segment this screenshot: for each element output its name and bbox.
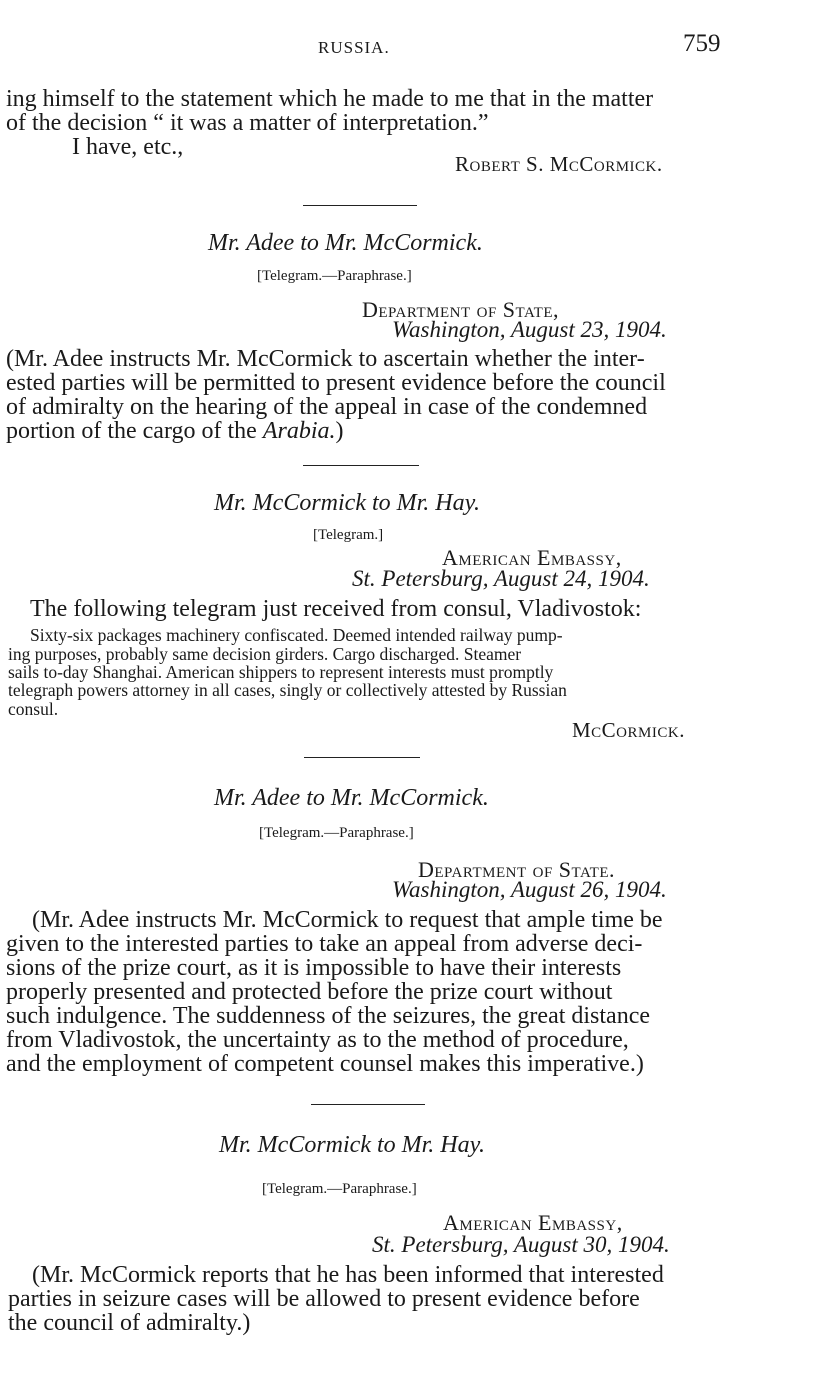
dateline-date: August 30, 1904. <box>513 1232 670 1257</box>
body-line: (Mr. McCormick reports that he has been informed that interested <box>32 1262 664 1288</box>
letter-sender: Department of State. <box>418 857 615 882</box>
body-line: from Vladivostok, the uncertainty as to the method of procedure, <box>6 1027 629 1053</box>
section-divider <box>303 205 417 206</box>
dateline-date: August 26, 1904. <box>510 877 667 902</box>
letter-dateline <box>372 1232 670 1258</box>
body-line: of the decision “ it was a matter of interpretation.” <box>6 110 489 136</box>
body-line: The following telegram just received from consul, Vladivostok: <box>30 596 642 622</box>
quoted-line: telegraph powers attorney in all cases, singly or collectively attested by Russian <box>8 680 567 700</box>
body-line: sions of the prize court, as it is impossible to have their interests <box>6 955 622 981</box>
dateline-place: Washington, <box>392 317 506 342</box>
letter-dateline <box>392 877 667 903</box>
section-divider <box>304 757 420 758</box>
quoted-line: consul. <box>8 699 59 719</box>
signature: McCormick. <box>572 718 685 742</box>
dateline-place: St. Petersburg, <box>352 566 489 591</box>
body-line: (Mr. Adee instructs Mr. McCormick to ascertain whether the inter- <box>6 346 645 372</box>
body-line: (Mr. Adee instructs Mr. McCormick to request that ample time be <box>32 907 663 933</box>
page-number: 759 <box>683 30 721 57</box>
letter-note: [Telegram.—Paraphrase.] <box>262 1181 417 1197</box>
body-line: of admiralty on the hearing of the appeal in case of the condemned <box>6 394 648 420</box>
letter-sender: American Embassy, <box>442 545 622 570</box>
letter-dateline <box>352 566 650 592</box>
body-line: portion of the cargo of the Arabia.) <box>6 418 344 444</box>
body-line: given to the interested parties to take an appeal from adverse deci- <box>6 931 643 957</box>
dateline-date: August 24, 1904. <box>493 566 650 591</box>
letter-heading: Mr. Adee to Mr. McCormick. <box>214 785 489 811</box>
section-divider <box>311 1104 425 1105</box>
letter-note: [Telegram.—Paraphrase.] <box>259 825 414 841</box>
dateline-place: Washington, <box>392 877 506 902</box>
ship-name: Arabia. <box>262 418 336 444</box>
body-line: ing himself to the statement which he made to me that in the matter <box>6 86 654 112</box>
letter-heading: Mr. McCormick to Mr. Hay. <box>219 1132 485 1158</box>
running-head: RUSSIA. <box>318 38 390 57</box>
quoted-line: sails to-day Shanghai. American shippers to represent interests must promptly <box>8 662 554 682</box>
letter-note: [Telegram.—Paraphrase.] <box>257 268 412 284</box>
section-divider <box>303 465 419 466</box>
body-line: parties in seizure cases will be allowed to present evidence before <box>8 1286 640 1312</box>
body-line: ested parties will be permitted to present evidence before the council <box>6 370 666 396</box>
quoted-line: Sixty-six packages machinery confiscated. Deemed intended railway pump- <box>30 625 563 645</box>
quoted-line: ing purposes, probably same decision girders. Cargo discharged. Steamer <box>8 644 522 664</box>
dateline-date: August 23, 1904. <box>510 317 667 342</box>
letter-heading: Mr. McCormick to Mr. Hay. <box>214 490 480 516</box>
letter-dateline <box>392 317 667 343</box>
closing-line: I have, etc., <box>72 134 184 160</box>
letter-sender: American Embassy, <box>443 1210 623 1235</box>
signature: Robert S. McCormick. <box>455 152 663 176</box>
body-line: such indulgence. The suddenness of the seizures, the great distance <box>6 1003 651 1029</box>
letter-note: [Telegram.] <box>313 527 384 543</box>
body-line: and the employment of competent counsel makes this imperative.) <box>6 1051 644 1077</box>
letter-sender: Department of State, <box>362 297 559 322</box>
dateline-place: St. Petersburg, <box>372 1232 509 1257</box>
body-line: the council of admiralty.) <box>8 1310 251 1336</box>
body-line: properly presented and protected before the prize court without <box>6 979 613 1005</box>
letter-heading: Mr. Adee to Mr. McCormick. <box>208 230 483 256</box>
